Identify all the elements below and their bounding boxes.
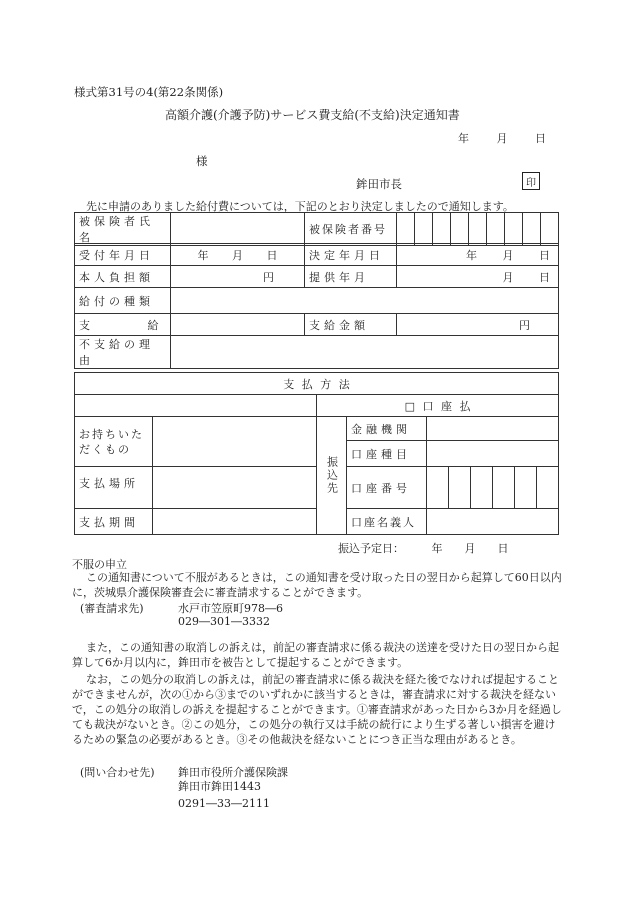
decision-date-label: 決定年月日: [305, 244, 397, 266]
bank-value[interactable]: [427, 417, 559, 441]
payment-period-label: 支払期間: [75, 509, 153, 535]
received-date-value[interactable]: 年 月 日: [171, 244, 305, 266]
insured-number-cell[interactable]: [469, 213, 487, 246]
seal-mark: 印: [522, 172, 540, 190]
payment-value[interactable]: [171, 314, 305, 336]
inquiry-phone: 0291―33―2111: [178, 797, 270, 810]
transfer-date: 振込予定日： 年 月 日: [338, 542, 509, 555]
non-payment-reason-label: 不支給の理由: [75, 336, 171, 369]
document-title: 高額介護(介護予防)サービス費支給(不支給)決定通知書: [165, 108, 460, 122]
benefit-type-label: 給付の種類: [75, 288, 171, 314]
account-number-label: 口座番号: [347, 467, 427, 509]
payment-place-value[interactable]: [153, 467, 317, 509]
payment-amount-value[interactable]: 円: [397, 314, 559, 336]
intro-text: 先に申請のありました給付費については，下記のとおり決定しましたので通知します。: [86, 200, 514, 213]
items-value[interactable]: [153, 417, 317, 467]
mayor-name: 鉾田市長: [356, 177, 402, 191]
addressee-suffix: 様: [196, 154, 208, 168]
cash-payment-area: [75, 395, 317, 417]
payment-place-label: 支払場所: [75, 467, 153, 509]
payment-period-value[interactable]: [153, 509, 317, 535]
decision-table: [74, 243, 559, 369]
inquiry-address: 鉾田市鉾田1443: [178, 780, 261, 793]
appeal-contact-address: 水戸市笠原町978―6: [178, 602, 283, 615]
decision-date-value[interactable]: 年 月 日: [397, 244, 559, 266]
account-type-label: 口座種目: [347, 441, 427, 467]
transfer-label: 振込先: [317, 417, 347, 535]
notice-date: 年 月 日: [458, 132, 546, 145]
provision-label: 提供年月: [305, 266, 397, 288]
account-holder-label: 口座名義人: [347, 509, 427, 535]
appeal-paragraph-2: また，この通知書の取消しの訴えは，前記の審査請求に係る裁決の送達を受けた日の翌日から起算して6か月以内に，鉾田市を被告として提起することができます。: [72, 641, 559, 669]
insured-number-cell[interactable]: [487, 213, 505, 246]
insured-number-cell[interactable]: [505, 213, 523, 246]
bank-label: 金融機関: [347, 417, 427, 441]
appeal-paragraph-3: なお，この処分の取消しの訴えは，前記の審査請求に係る裁決を経た後でなければ提起することができませんが，次の①から③までのいずれかに該当するときは，審査請求に対する裁決を経ないで，この処分の取消しの訴えを提起することができます。①審査請求があった日から3か月を経過しても裁決がないとき。②この処分，この処分の執行又は手続の続行により生ずる著しい損害を避けるための緊急の必要があるとき。③その他裁決を経ないことにつき正当な理由があるとき。: [72, 673, 562, 746]
benefit-type-value[interactable]: [171, 288, 559, 314]
appeal-paragraph-1: この通知書について不服があるときは，この通知書を受け取った日の翌日から起算して60日以内に，茨城県介護保険審査会に審査請求することができます。: [72, 571, 562, 599]
account-payment-option[interactable]: □ 口 座 払: [317, 395, 559, 417]
items-label: お持ちいただくもの: [75, 417, 153, 467]
insured-number-cell[interactable]: [523, 213, 541, 246]
insured-name-field[interactable]: [171, 213, 305, 246]
appeal-contact-label: (審査請求先): [80, 602, 144, 615]
self-pay-value[interactable]: 円: [171, 266, 305, 288]
insured-table: [74, 212, 559, 246]
payment-amount-label: 支給金額: [305, 314, 397, 336]
form-number: 様式第31号の4(第22条関係): [74, 85, 224, 99]
provision-value[interactable]: 月 日: [397, 266, 559, 288]
account-number-cell[interactable]: [515, 467, 537, 509]
non-payment-reason-value[interactable]: [171, 336, 559, 369]
insured-name-label: 被保険者氏名: [75, 213, 171, 246]
account-number-cell[interactable]: [537, 467, 559, 509]
insured-number-label: 被保険者番号: [305, 213, 397, 246]
insured-number-cell[interactable]: [415, 213, 433, 246]
self-pay-label: 本人負担額: [75, 266, 171, 288]
inquiry-label: (問い合わせ先): [80, 766, 155, 779]
account-number-cell[interactable]: [449, 467, 471, 509]
account-number-cell[interactable]: [471, 467, 493, 509]
payment-label: 支 給: [75, 314, 171, 336]
received-date-label: 受付年月日: [75, 244, 171, 266]
insured-number-cell[interactable]: [451, 213, 469, 246]
appeal-heading: 不服の申立: [72, 558, 127, 571]
account-holder-value[interactable]: [427, 509, 559, 535]
appeal-contact-phone: 029―301―3332: [178, 615, 270, 628]
inquiry-office: 鉾田市役所介護保険課: [178, 766, 288, 779]
account-type-value[interactable]: [427, 441, 559, 467]
insured-number-cell[interactable]: [397, 213, 415, 246]
account-number-cell[interactable]: [427, 467, 449, 509]
account-number-cell[interactable]: [493, 467, 515, 509]
insured-number-cell[interactable]: [541, 213, 559, 246]
payment-method-title: 支 払 方 法: [75, 373, 559, 395]
payment-method-table: [74, 372, 559, 535]
insured-number-cell[interactable]: [433, 213, 451, 246]
